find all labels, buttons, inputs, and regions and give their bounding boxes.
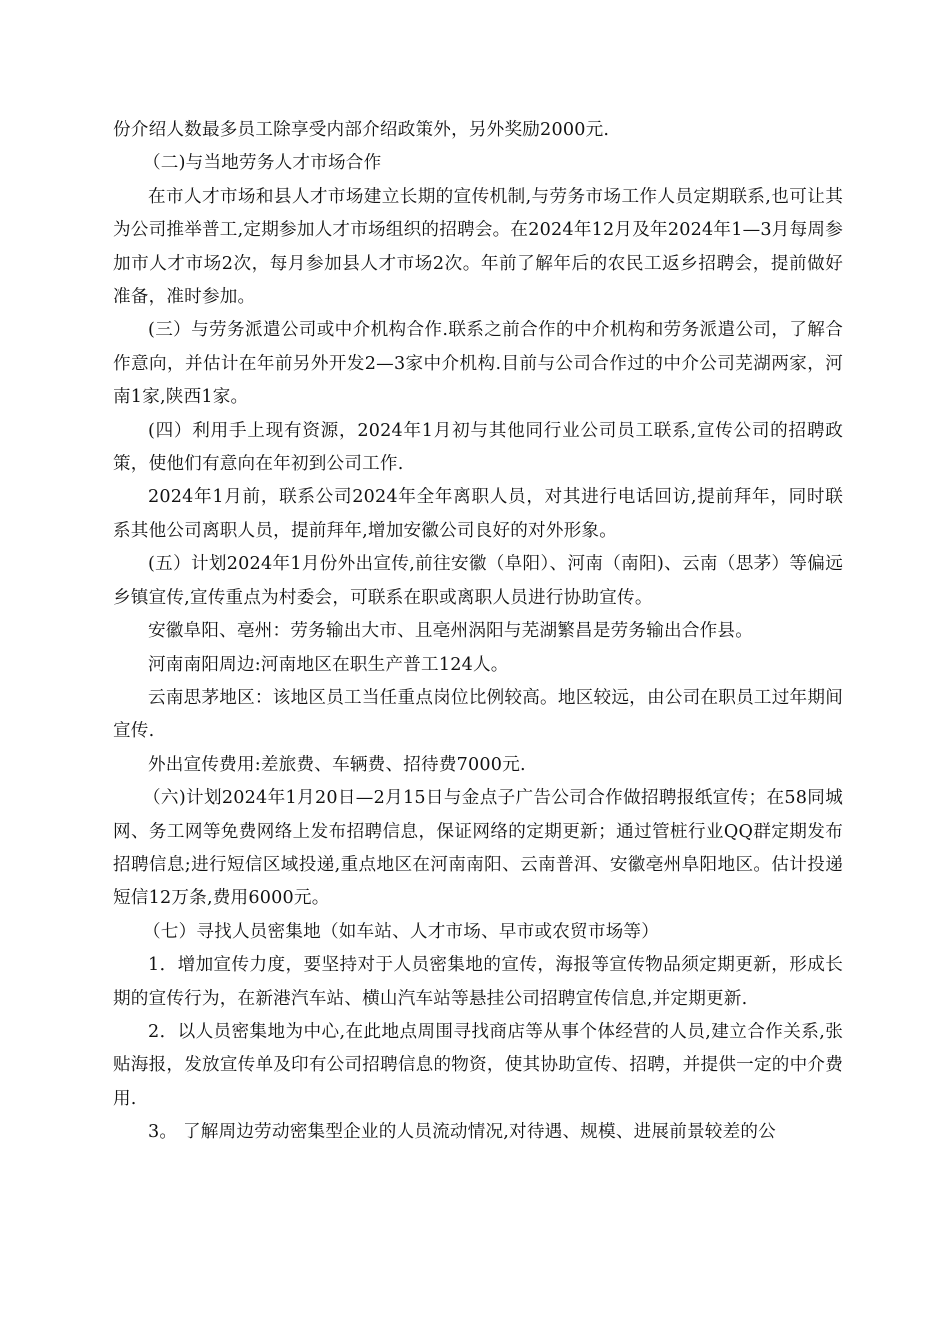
paragraph-yunnan: 云南思茅地区：该地区员工当任重点岗位比例较高。地区较远，由公司在职员工过年期间宣传. [113, 687, 843, 742]
paragraph-talent-market: 在市人才市场和县人才市场建立长期的宣传机制,与劳务市场工作人员定期联系,也可让其为公司推举普工,定期参加人才市场组织的招聘会。在2024年12月及年2024年1—3月每周参加市人才市场2次，每月参加县人才市场2次。年前了解年后的农民工返乡招聘会，提前做好准备，准时参加。 [113, 186, 843, 308]
paragraph-former-staff: 2024年1月前，联系公司2024年全年离职人员，对其进行电话回访,提前拜年，同时联系其他公司离职人员，提前拜年,增加安徽公司良好的对外形象。 [113, 487, 843, 541]
section-heading-crowded-places: （七）寻找人员密集地（如车站、人才市场、早市或农贸市场等） [143, 921, 660, 942]
section-heading-talent-market: （二)与当地劳务人才市场合作 [143, 153, 382, 174]
paragraph-outreach-cost: 外出宣传费用:差旅费、车辆费、招待费7000元. [148, 754, 526, 775]
paragraph-existing-resources: (四）利用手上现有资源，2024年1月初与其他同行业公司员工联系,宣传公司的招聘政策，使他们有意向在年初到公司工作. [113, 420, 843, 475]
paragraph-reward-continuation: 份介绍人数最多员工除享受内部介绍政策外，另外奖励2000元. [113, 120, 610, 140]
paragraph-henan: 河南南阳周边:河南地区在职生产普工124人。 [148, 654, 509, 675]
list-item-1: 1．增加宣传力度，要坚持对于人员密集地的宣传，海报等宣传物品须定期更新，形成长期的宣传行为，在新港汽车站、横山汽车站等悬挂公司招聘宣传信息,并定期更新. [113, 955, 843, 1009]
document-body [113, 114, 843, 1150]
paragraph-agency-cooperation: (三）与劳务派遣公司或中介机构合作.联系之前合作的中介机构和劳务派遣公司，了解合作意向，并估计在年前另外开发2—3家中介机构.目前与公司合作过的中介公司芜湖两家，河南1家,陕西1家。 [113, 320, 843, 408]
list-item-2: 2．以人员密集地为中心,在此地点周围寻找商店等从事个体经营的人员,建立合作关系,张贴海报，发放宣传单及印有公司招聘信息的物资，使其协助宣传、招聘，并提供一定的中介费用. [113, 1021, 843, 1109]
paragraph-outreach-plan: (五）计划2024年1月份外出宣传,前往安徽（阜阳）、河南（南阳)、云南（思茅）等偏远乡镇宣传,宣传重点为村委会，可联系在职或离职人员进行协助宣传。 [113, 554, 843, 608]
list-item-3: 3。 了解周边劳动密集型企业的人员流动情况,对待遇、规模、进展前景较差的公 [148, 1122, 776, 1143]
paragraph-advertising: （六)计划2024年1月20日—2月15日与金点子广告公司合作做招聘报纸宣传；在58同城网、务工网等免费网络上发布招聘信息，保证网络的定期更新；通过管桩行业QQ群定期发布招聘信息;进行短信区域投递,重点地区在河南南阳、云南普洱、安徽亳州阜阳地区。估计投递短信12万条,费用6000元。 [113, 788, 843, 909]
paragraph-anhui: 安徽阜阳、亳州：劳务输出大市、且亳州涡阳与芜湖繁昌是劳务输出合作县。 [148, 621, 753, 642]
